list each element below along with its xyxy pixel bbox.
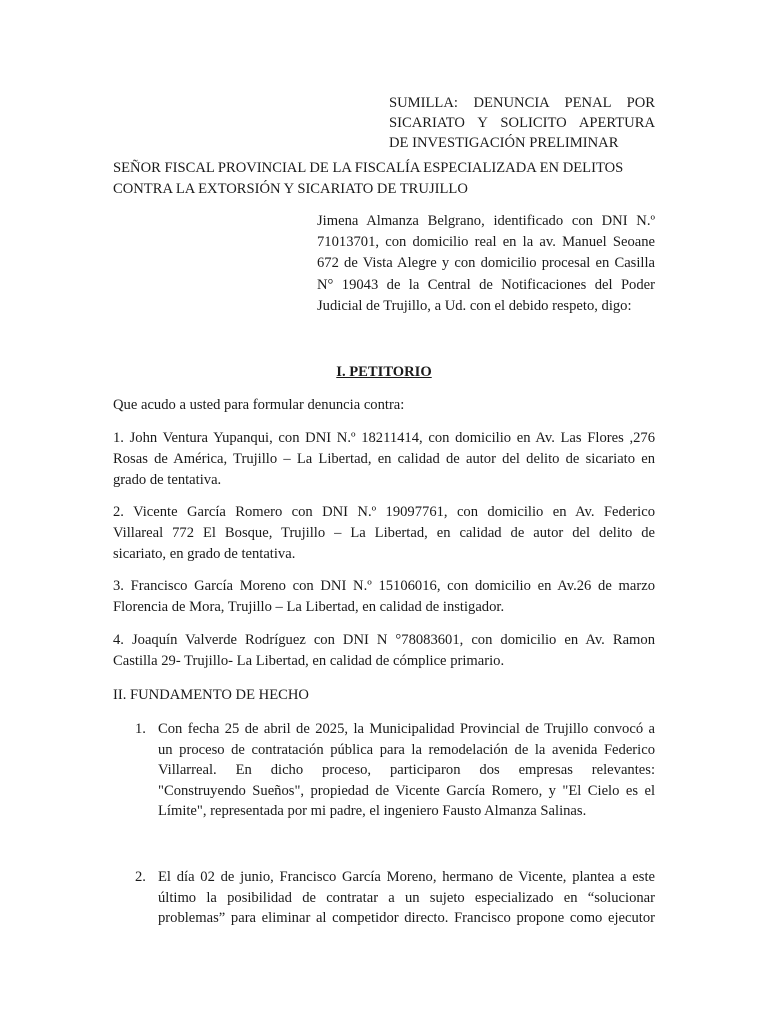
section-title-fundamento: II. FUNDAMENTO DE HECHO (113, 687, 309, 703)
sumilla-block (389, 93, 655, 153)
petitorio-line: grado de tentativa. (113, 472, 222, 488)
complainant-intro (317, 211, 655, 317)
petitorio-line: Villareal 772 El Bosque, Trujillo – La Libertad, en calidad de autor del delito de (113, 525, 655, 541)
addressee-block (113, 158, 658, 200)
petitorio-item-1 (113, 428, 655, 491)
intro-line: 672 de Vista Alegre y con domicilio procesal en Casilla (317, 255, 655, 272)
addressee-line: SEÑOR FISCAL PROVINCIAL DE LA FISCALÍA ESPECIALIZADA EN DELITOS (113, 160, 624, 176)
petitorio-item-3 (113, 576, 655, 618)
addressee-line: CONTRA LA EXTORSIÓN Y SICARIATO DE TRUJILLO (113, 181, 468, 197)
petitorio-lead-text: Que acudo a usted para formular denuncia contra: (113, 397, 405, 413)
item-line: El día 02 de junio, Francisco García Moreno, hermano de Vicente, plantea a este (158, 869, 655, 885)
item-body (158, 867, 655, 929)
item-line: un proceso de contratación pública para la remodelación de la avenida Federico (158, 741, 655, 758)
item-line: último la posibilidad de contratar a un sujeto especializado en “solucionar (158, 889, 655, 906)
petitorio-line: 2. Vicente García Romero con DNI N.º 19097761, con domicilio en Av. Federico (113, 504, 655, 520)
section-title-petitorio: I. PETITORIO (336, 364, 432, 380)
petitorio-line: Rosas de América, Trujillo – La Libertad, en calidad de autor del delito de sicariato en (113, 451, 655, 467)
petitorio-line: 4. Joaquín Valverde Rodríguez con DNI N °78083601, con domicilio en Av. Ramon (113, 632, 655, 648)
item-line: "Construyendo Sueños", propiedad de Vicente García Romero, y "El Cielo es el (158, 782, 655, 799)
item-line: Límite", representada por mi padre, el ingeniero Fausto Almanza Salinas. (158, 803, 587, 819)
item-number: 1. (135, 721, 146, 737)
petitorio-line: 3. Francisco García Moreno con DNI N.º 15106016, con domicilio en Av.26 de marzo (113, 578, 655, 594)
sumilla-line: DE INVESTIGACIÓN PRELIMINAR (389, 135, 619, 151)
intro-line: Jimena Almanza Belgrano, identificado con DNI N.º (317, 213, 655, 229)
intro-line: N° 19043 de la Central de Notificaciones del Poder (317, 276, 655, 293)
petitorio-line: 1. John Ventura Yupanqui, con DNI N.º 18211414, con domicilio en Av. Las Flores ,276 (113, 430, 655, 446)
item-number: 2. (135, 869, 146, 885)
item-body (158, 719, 655, 822)
item-line: problemas” para eliminar al competidor directo. Francisco propone como ejecutor (158, 910, 655, 926)
petitorio-line: Florencia de Mora, Trujillo – La Libertad, en calidad de instigador. (113, 599, 505, 615)
petitorio-item-4 (113, 630, 655, 672)
intro-line: Judicial de Trujillo, a Ud. con el debido respeto, digo: (317, 297, 632, 314)
petitorio-item-2 (113, 502, 655, 565)
sumilla-line: SUMILLA: DENUNCIA PENAL POR (389, 95, 655, 111)
item-line: Con fecha 25 de abril de 2025, la Municipalidad Provincial de Trujillo convocó a (158, 721, 655, 737)
intro-line: 71013701, con domicilio real en la av. Manuel Seoane (317, 234, 655, 251)
item-line: Villarreal. En dicho proceso, participaron dos empresas relevantes: (158, 762, 655, 778)
petitorio-line: Castilla 29- Trujillo- La Libertad, en calidad de cómplice primario. (113, 653, 505, 669)
petitorio-lead (113, 395, 655, 416)
petitorio-line: sicariato, en grado de tentativa. (113, 546, 296, 562)
sumilla-line: SICARIATO Y SOLICITO APERTURA (389, 115, 655, 131)
